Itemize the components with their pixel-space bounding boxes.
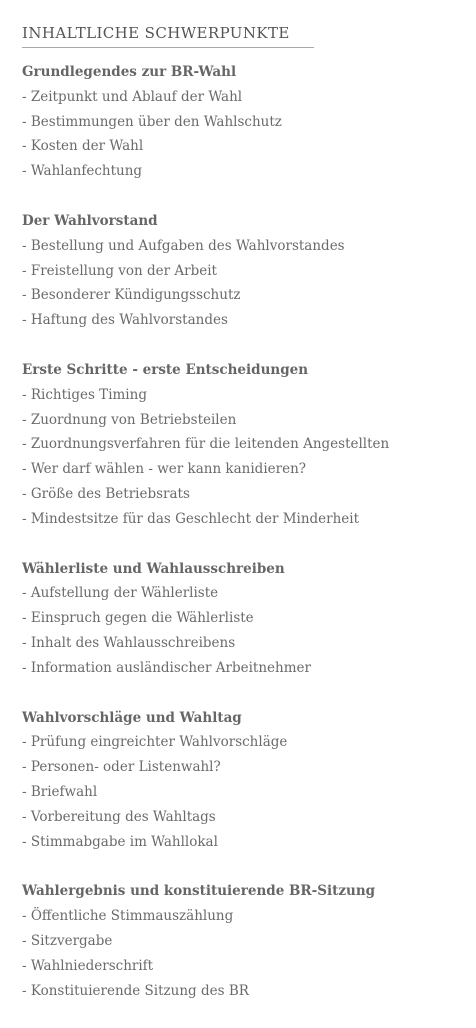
list-item: - Freistellung von der Arbeit: [22, 262, 217, 279]
list-item: - Wahlanfechtung: [22, 163, 143, 180]
section-title: Der Wahlvorstand: [22, 212, 158, 229]
section-erste-schritte: [22, 358, 462, 532]
list-item: - Wahlniederschrift: [22, 957, 154, 974]
list-item: - Inhalt des Wahlausschreibens: [22, 634, 236, 651]
topics-list: [22, 60, 462, 1028]
list-item: - Prüfung eingreichter Wahlvorschläge: [22, 734, 288, 751]
list-item: - Vorbereitung des Wahltags: [22, 808, 216, 825]
list-item: - Information ausländischer Arbeitnehmer: [22, 659, 311, 676]
list-item: - Kosten der Wahl: [22, 138, 144, 155]
section-title: Erste Schritte - erste Entscheidungen: [22, 361, 309, 378]
list-item: - Konstituierende Sitzung des BR: [22, 982, 249, 999]
section-wahlvorschlaege: [22, 706, 462, 855]
section-title: Wählerliste und Wahlausschreiben: [22, 560, 285, 577]
list-item: - Wer darf wählen - wer kann kanidieren?: [22, 461, 307, 478]
list-item: - Sitzvergabe: [22, 932, 113, 949]
list-item: - Größe des Betriebsrats: [22, 485, 190, 502]
list-item: - Mindestsitze für das Geschlecht der Minderheit: [22, 510, 360, 527]
section-title: Wahlergebnis und konstituierende BR-Sitzung: [22, 883, 376, 900]
list-item: - Aufstellung der Wählerliste: [22, 585, 219, 602]
heading-divider: [22, 47, 314, 48]
section-title: Grundlegendes zur BR-Wahl: [22, 64, 237, 80]
list-item: - Öffentliche Stimmauszählung: [22, 908, 234, 925]
list-item: - Bestellung und Aufgaben des Wahlvorstandes: [22, 237, 345, 254]
list-item: - Richtiges Timing: [22, 386, 147, 403]
list-item: - Briefwahl: [22, 783, 98, 800]
list-item: - Haftung des Wahlvorstandes: [22, 312, 228, 329]
list-item: - Stimmabgabe im Wahllokal: [22, 833, 218, 850]
list-item: - Bestimmungen über den Wahlschutz: [22, 113, 282, 130]
list-item: - Zuordnungsverfahren für die leitenden Angestellten: [22, 436, 390, 453]
list-item: - Besonderer Kündigungsschutz: [22, 287, 241, 304]
list-item: - Zuordnung von Betriebsteilen: [22, 411, 237, 428]
list-item: - Personen- oder Listenwahl?: [22, 759, 221, 776]
section-grundlegendes: [22, 60, 462, 184]
section-waehlerliste: [22, 557, 462, 681]
section-title: Wahlvorschläge und Wahltag: [22, 709, 242, 726]
list-item: - Einspruch gegen die Wählerliste: [22, 610, 254, 627]
list-item: - Zeitpunkt und Ablauf der Wahl: [22, 88, 243, 105]
section-wahlergebnis: [22, 879, 462, 1003]
section-wahlvorstand: [22, 209, 462, 333]
page-heading: INHALTLICHE SCHWERPUNKTE: [22, 24, 290, 42]
